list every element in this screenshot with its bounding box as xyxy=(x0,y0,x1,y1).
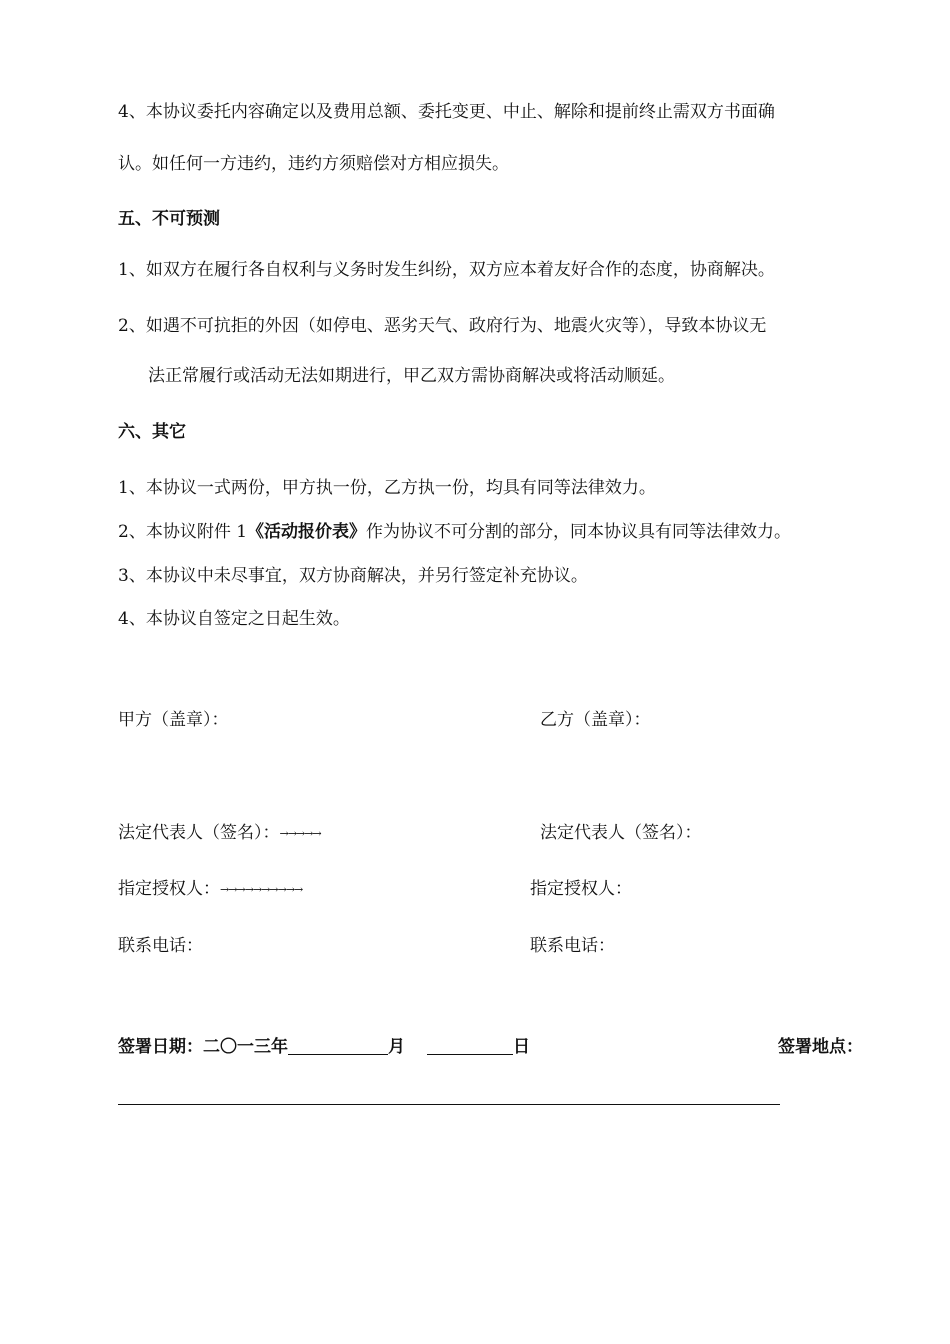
section-6-heading: 六、其它 xyxy=(118,422,186,442)
section-6-item-4: 4、本协议自签定之日起生效。 xyxy=(118,609,350,629)
attachment-title: 《活动报价表》 xyxy=(247,522,367,542)
party-a-representative xyxy=(118,822,321,845)
section-6-item-3: 3、本协议中未尽事宜，双方协商解决，并另行签定补充协议。 xyxy=(118,566,588,586)
party-b-seal-label: 乙方（盖章）： xyxy=(540,710,651,730)
sign-date xyxy=(118,1036,530,1058)
party-b-phone-label: 联系电话： xyxy=(530,936,615,956)
party-b-authorized-label: 指定授权人： xyxy=(530,879,632,899)
section-6-item-2-suffix: 作为协议不可分割的部分，同本协议具有同等法律效力。 xyxy=(366,522,792,542)
section-5-item-1: 1、如双方在履行各自权利与义务时发生纠纷，双方应本着友好合作的态度，协商解决。 xyxy=(118,260,775,280)
clause-4-line-1: 4、本协议委托内容确定以及费用总额、委托变更、中止、解除和提前终止需双方书面确 xyxy=(118,102,775,122)
day-label: 日 xyxy=(513,1037,530,1057)
section-6-item-2-prefix: 2、本协议附件 1 xyxy=(118,522,248,542)
party-b-representative-label: 法定代表人（签名）： xyxy=(540,823,702,843)
month-blank[interactable] xyxy=(288,1036,388,1055)
party-a-phone-label: 联系电话： xyxy=(118,936,203,956)
clause-4-line-2: 认。如任何一方违约，违约方须赔偿对方相应损失。 xyxy=(118,154,509,174)
party-a-authorized-marks: →→→→→→→→→→ xyxy=(220,883,303,896)
month-label: 月 xyxy=(388,1037,405,1057)
party-a-authorized-label: 指定授权人： xyxy=(118,879,220,899)
sign-date-label: 签署日期：二〇一三年 xyxy=(118,1037,288,1057)
party-a-seal-label: 甲方（盖章）： xyxy=(118,710,229,730)
section-5-heading: 五、不可预测 xyxy=(118,209,220,229)
section-5-item-2-line-1: 2、如遇不可抗拒的外因（如停电、恶劣天气、政府行为、地震火灾等），导致本协议无 xyxy=(118,316,767,336)
section-6-item-1: 1、本协议一式两份，甲方执一份，乙方执一份，均具有同等法律效力。 xyxy=(118,478,656,498)
sign-place-line[interactable] xyxy=(118,1104,780,1105)
section-6-item-2 xyxy=(118,521,791,543)
day-blank[interactable] xyxy=(427,1036,513,1055)
section-5-item-2-line-2: 法正常履行或活动无法如期进行，甲乙双方需协商解决或将活动顺延。 xyxy=(148,366,675,386)
party-a-representative-label: 法定代表人（签名）： xyxy=(118,823,280,843)
sign-place-label: 签署地点： xyxy=(778,1037,863,1057)
party-a-representative-marks: →→→→→ xyxy=(279,827,321,840)
party-a-authorized xyxy=(118,878,302,901)
